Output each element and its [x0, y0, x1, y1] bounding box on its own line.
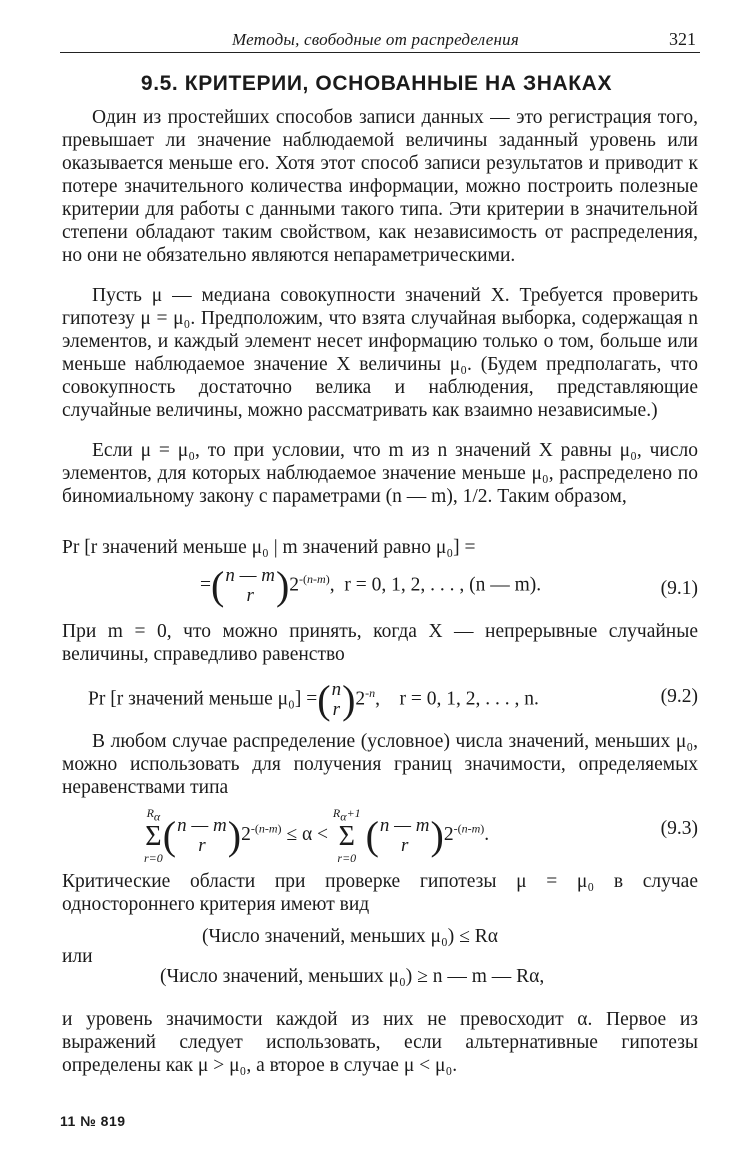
- paragraph-median-hypothesis: Пусть μ — медиана совокупности значений X. Требуется проверить гипотезу μ = μ₀. Предположим, что взята случайная выборка, содержащая n элементов, и каждый элемент несет информацию только о том, больше или меньше наблюдаемое значение X величины μ₀. (Будем предполагать, что совокупность достаточно велика и наблюдения, представляющие случайные величины, можно рассматривать как взаимно независимые.): [62, 285, 698, 421]
- running-title: Методы, свободные от распределения: [232, 30, 519, 49]
- critical-region-lower: (Число значений, меньших μ₀) ≤ Rα: [202, 926, 498, 947]
- paragraph-critical-regions: Критические области при проверке гипотезы μ = μ₀ в случае одностороннего критерия имеют вид: [62, 871, 698, 915]
- equation-9-1-line1: Pr [r значений меньше μ₀ | m значений равно μ₀] =: [62, 537, 476, 558]
- critical-region-upper: (Число значений, меньших μ₀) ≥ n — m — Rα,: [160, 966, 545, 987]
- or-word: или: [62, 946, 93, 967]
- summation-symbol: $R_\alpha$ Σ r=0: [144, 806, 163, 866]
- page-number: 321: [669, 29, 696, 49]
- paragraph-alternatives: и уровень значимости каждой из них не превосходит α. Первое из выражений следует использовать, если альтернативные гипотезы определены как μ > μ₀, а второе в случае μ < μ₀.: [62, 1009, 698, 1076]
- paragraph-continuous-case: При m = 0, что можно принять, когда X — непрерывные случайные величины, справедливо равенство: [62, 621, 698, 665]
- equation-9-2: Pr [r значений меньше μ₀] =(n $r)2^{-n}$, r = 0, 1, 2, . . . , n.: [88, 677, 539, 723]
- binomial-coefficient: (n — m r ): [365, 812, 444, 858]
- binomial-coefficient: (n — m r ): [211, 563, 290, 609]
- equation-9-3: $R_\alpha$ Σ r=0 (n — m r )$2^{-(n-m)} \le \alpha$ < $R_\alpha+1$ Σ r=0 (n — m r )$2^{-(n-m)}$.: [144, 806, 490, 866]
- equation-9-2-range: r = 0, 1, 2, . . . , n.: [399, 688, 539, 710]
- summation-symbol: $R_\alpha+1$ Σ r=0: [332, 806, 361, 866]
- printer-signature: 11 № 819: [60, 1113, 126, 1129]
- paragraph-binomial: Если μ = μ₀, то при условии, что m из n значений X равны μ₀, число элементов, для которых наблюдаемое значение меньше μ₀, распределено по биномиальному закону с параметрами (n — m), 1/2. Таким образом,: [62, 440, 698, 507]
- paragraph-intro: Один из простейших способов записи данных — это регистрация того, превышает ли значение наблюдаемой величины заданный уровень или оказывается меньше его. Хотя этот способ записи результатов и приводит к потере значительного количества информации, можно построить полезные критерии для работы с данными такого типа. Эти критерии в значительной степени обладают таким свойством, как независимость от распределения, но они не обязательно являются непараметрическими.: [62, 107, 698, 266]
- paragraph-significance-bounds: В любом случае распределение (условное) числа значений, меньших μ₀, можно использовать для получения границ значимости, определяемых неравенствами типа: [62, 731, 698, 798]
- running-head: [60, 28, 700, 53]
- equation-9-1-line2: =(n — m r )$2^{-(n-m)}$, r = 0, 1, 2, . . . , (n — m).: [200, 563, 542, 609]
- equation-9-1-range: r = 0, 1, 2, . . . , (n — m).: [344, 574, 542, 596]
- binomial-coefficient: (n — m r ): [162, 812, 242, 858]
- equation-9-1-number: (9.1): [660, 578, 698, 599]
- binomial-coefficient: (n r): [317, 677, 356, 723]
- equation-9-2-number: (9.2): [660, 686, 698, 707]
- section-title: 9.5. КРИТЕРИИ, ОСНОВАННЫЕ НА ЗНАКАХ: [140, 72, 613, 95]
- equation-9-3-number: (9.3): [660, 818, 698, 839]
- equation-9-2-lhs: Pr [r значений меньше μ₀] =: [88, 688, 318, 710]
